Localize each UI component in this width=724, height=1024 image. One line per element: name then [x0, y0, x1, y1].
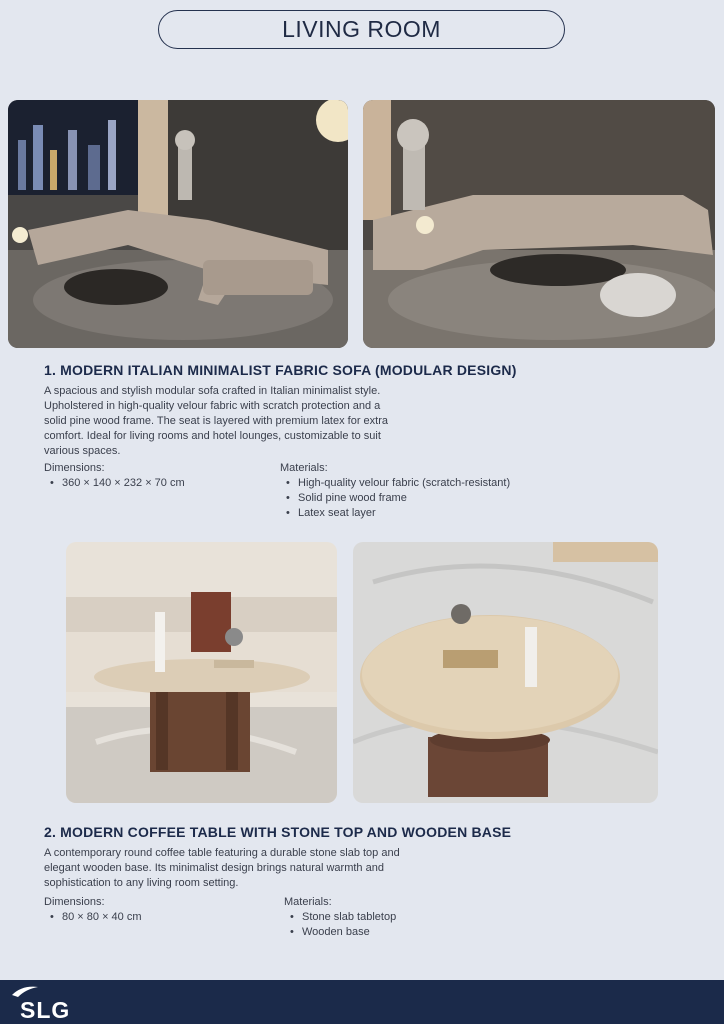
product2-dimension-item: • 80 × 80 × 40 cm	[44, 910, 142, 925]
footer-bar	[0, 980, 724, 1024]
page-title: LIVING ROOM	[158, 10, 565, 49]
company-logo: SLG	[20, 997, 71, 1023]
product2-material-item: • Stone slab tabletop	[284, 910, 396, 925]
product1-description-line: Upholstered in high-quality velour fabric with scratch protection and a	[44, 400, 381, 412]
product2-heading: 2. MODERN COFFEE TABLE WITH STONE TOP AND WOODEN BASE	[44, 824, 512, 840]
product1-description-line: solid pine wood frame. The seat is layered with premium latex for extra	[44, 415, 389, 427]
product1-material-item: • High-quality velour fabric (scratch-resistant)	[280, 476, 510, 491]
product2-materials-list	[284, 910, 396, 940]
sofa-photo-day	[363, 100, 715, 348]
product1-dimensions-label: Dimensions:	[44, 462, 105, 474]
product2-dimensions-list	[44, 910, 142, 925]
product1-material-item: • Latex seat layer	[280, 506, 510, 521]
product2-description-line: sophistication to any living room setting.	[44, 877, 239, 889]
product1-materials-list	[280, 476, 510, 521]
product1-dimensions-list	[44, 476, 185, 491]
coffee-table-photo-detail	[353, 542, 658, 803]
sofa-photo-night	[8, 100, 348, 348]
product2-description-line: A contemporary round coffee table featuring a durable stone slab top and	[44, 847, 400, 859]
product1-description	[44, 384, 464, 459]
product1-description-line: various spaces.	[44, 445, 121, 457]
product1-heading: 1. MODERN ITALIAN MINIMALIST FABRIC SOFA (MODULAR DESIGN)	[44, 362, 517, 378]
product1-material-item: • Solid pine wood frame	[280, 491, 510, 506]
product1-dimension-item: • 360 × 140 × 232 × 70 cm	[44, 476, 185, 491]
product2-material-item: • Wooden base	[284, 925, 396, 940]
product1-description-line: A spacious and stylish modular sofa crafted in Italian minimalist style.	[44, 385, 381, 397]
product2-description	[44, 846, 464, 891]
product1-description-line: comfort. Ideal for living rooms and hotel lounges, customizable to suit	[44, 430, 381, 442]
product2-materials-label: Materials:	[284, 896, 332, 908]
product2-description-line: elegant wooden base. Its minimalist design brings natural warmth and	[44, 862, 384, 874]
coffee-table-photo-front	[66, 542, 337, 803]
product1-materials-label: Materials:	[280, 462, 328, 474]
product2-dimensions-label: Dimensions:	[44, 896, 105, 908]
